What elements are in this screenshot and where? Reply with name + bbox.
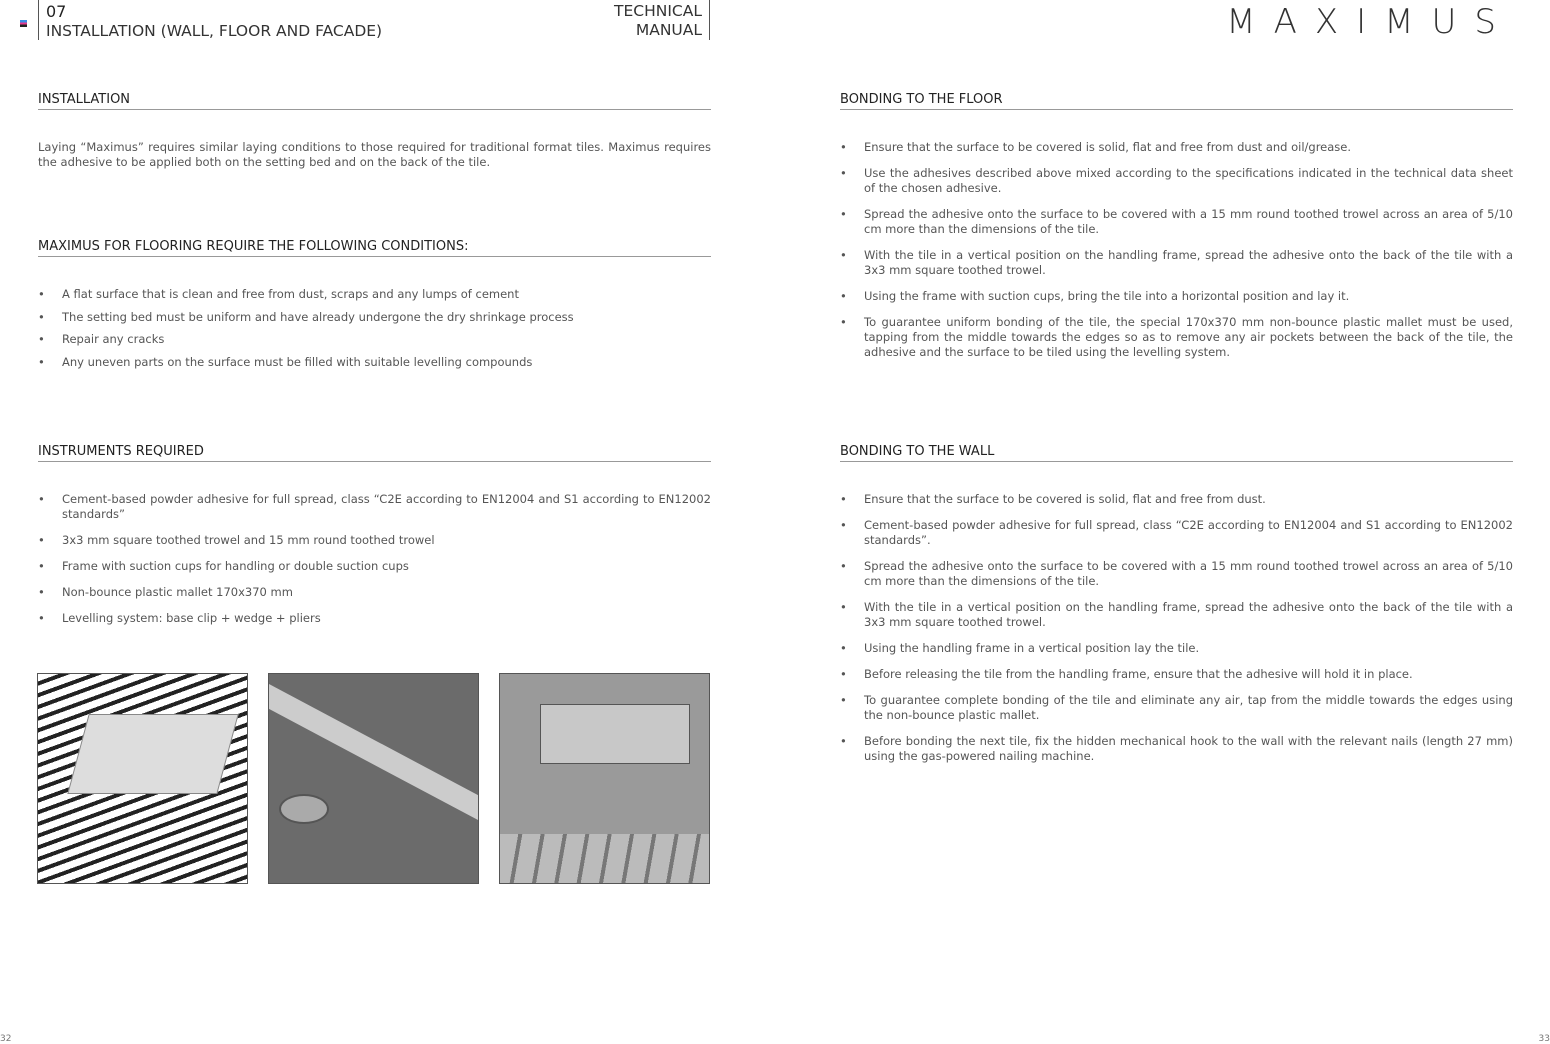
list-item: • Non-bounce plastic mallet 170x370 mm	[38, 585, 711, 600]
list-item: • With the tile in a vertical position on the handling frame, spread the adhesive onto the back of the tile with a 3x3 mm square toothed trowel.	[840, 248, 1513, 278]
list-item: • Cement-based powder adhesive for full spread, class “C2E according to EN12004 and S1 according to EN12002 standards”.	[840, 518, 1513, 548]
wall-bonding-section	[840, 444, 1513, 775]
color-swatch	[20, 20, 27, 27]
floor-bonding-section	[840, 92, 1513, 371]
section-heading: BONDING TO THE WALL	[840, 444, 1513, 462]
manual-label	[614, 2, 702, 40]
suction-frame-illustration	[268, 673, 479, 884]
list-item: • With the tile in a vertical position on the handling frame, spread the adhesive onto the back of the tile with a 3x3 mm square toothed trowel.	[840, 600, 1513, 630]
list-item: • Ensure that the surface to be covered is solid, flat and free from dust.	[840, 492, 1513, 507]
list-item: • Spread the adhesive onto the surface to be covered with a 15 mm round toothed trowel across an area of 5/10 cm more than the dimensions of the tile.	[840, 559, 1513, 589]
manual-line2: MANUAL	[635, 21, 702, 39]
section-heading: MAXIMUS FOR FLOORING REQUIRE THE FOLLOWING CONDITIONS:	[38, 239, 711, 257]
manual-line1: TECHNICAL	[614, 2, 702, 20]
installation-section	[38, 92, 711, 170]
list-item: • Using the frame with suction cups, bring the tile into a horizontal position and lay it.	[840, 289, 1513, 304]
list-item: • Any uneven parts on the surface must be filled with suitable levelling compounds	[38, 355, 711, 370]
list-item: • Use the adhesives described above mixed according to the specifications indicated in the technical data sheet of the chosen adhesive.	[840, 166, 1513, 196]
section-text: Laying “Maximus” requires similar laying conditions to those required for traditional format tiles. Maximus requires the adhesive to be applied both on the setting bed and on the back of the tile.	[38, 140, 711, 169]
list-item: • The setting bed must be uniform and have already undergone the dry shrinkage process	[38, 310, 711, 325]
chapter-title: INSTALLATION (WALL, FLOOR AND FACADE)	[46, 22, 383, 40]
divider	[38, 0, 39, 40]
list-item: • To guarantee uniform bonding of the tile, the special 170x370 mm non-bounce plastic mallet must be used, tapping from the middle towards the edges so as to remove any air pockets between the back of the tile, the adhesive and the surface to be tiled using the levelling system.	[840, 315, 1513, 360]
page-number-right: 33	[1538, 1034, 1550, 1044]
chapter-number: 07	[46, 2, 67, 21]
list-item: • Using the handling frame in a vertical position lay the tile.	[840, 641, 1513, 656]
trowel-illustration	[37, 673, 248, 884]
list-item: • To guarantee complete bonding of the tile and eliminate any air, tap from the middle towards the edges using the non-bounce plastic mallet.	[840, 693, 1513, 723]
list-item: • A flat surface that is clean and free from dust, scraps and any lumps of cement	[38, 287, 711, 302]
section-heading: BONDING TO THE FLOOR	[840, 92, 1513, 110]
flooring-conditions-section	[38, 239, 711, 377]
levelling-system-illustration	[499, 673, 710, 884]
divider	[709, 0, 710, 40]
list-item: • Frame with suction cups for handling or double suction cups	[38, 559, 711, 574]
page-number-left: 32	[0, 1034, 12, 1044]
list-item: • Before bonding the next tile, fix the hidden mechanical hook to the wall with the relevant nails (length 27 mm) using the gas-powered nailing machine.	[840, 734, 1513, 764]
list-item: • Levelling system: base clip + wedge + pliers	[38, 611, 711, 626]
instruments-section	[38, 444, 711, 637]
list-item: • Before releasing the tile from the handling frame, ensure that the adhesive will hold it in place.	[840, 667, 1513, 682]
section-heading: INSTRUMENTS REQUIRED	[38, 444, 711, 462]
list-item: • Ensure that the surface to be covered is solid, flat and free from dust and oil/grease.	[840, 140, 1513, 155]
list-item: • 3x3 mm square toothed trowel and 15 mm round toothed trowel	[38, 533, 711, 548]
list-item: • Repair any cracks	[38, 332, 711, 347]
list-item: • Spread the adhesive onto the surface to be covered with a 15 mm round toothed trowel across an area of 5/10 cm more than the dimensions of the tile.	[840, 207, 1513, 237]
list-item: • Cement-based powder adhesive for full spread, class “C2E according to EN12004 and S1 according to EN12002 standards”	[38, 492, 711, 522]
maximus-logo: MAXIMUS	[1226, 2, 1514, 42]
section-heading: INSTALLATION	[38, 92, 711, 110]
